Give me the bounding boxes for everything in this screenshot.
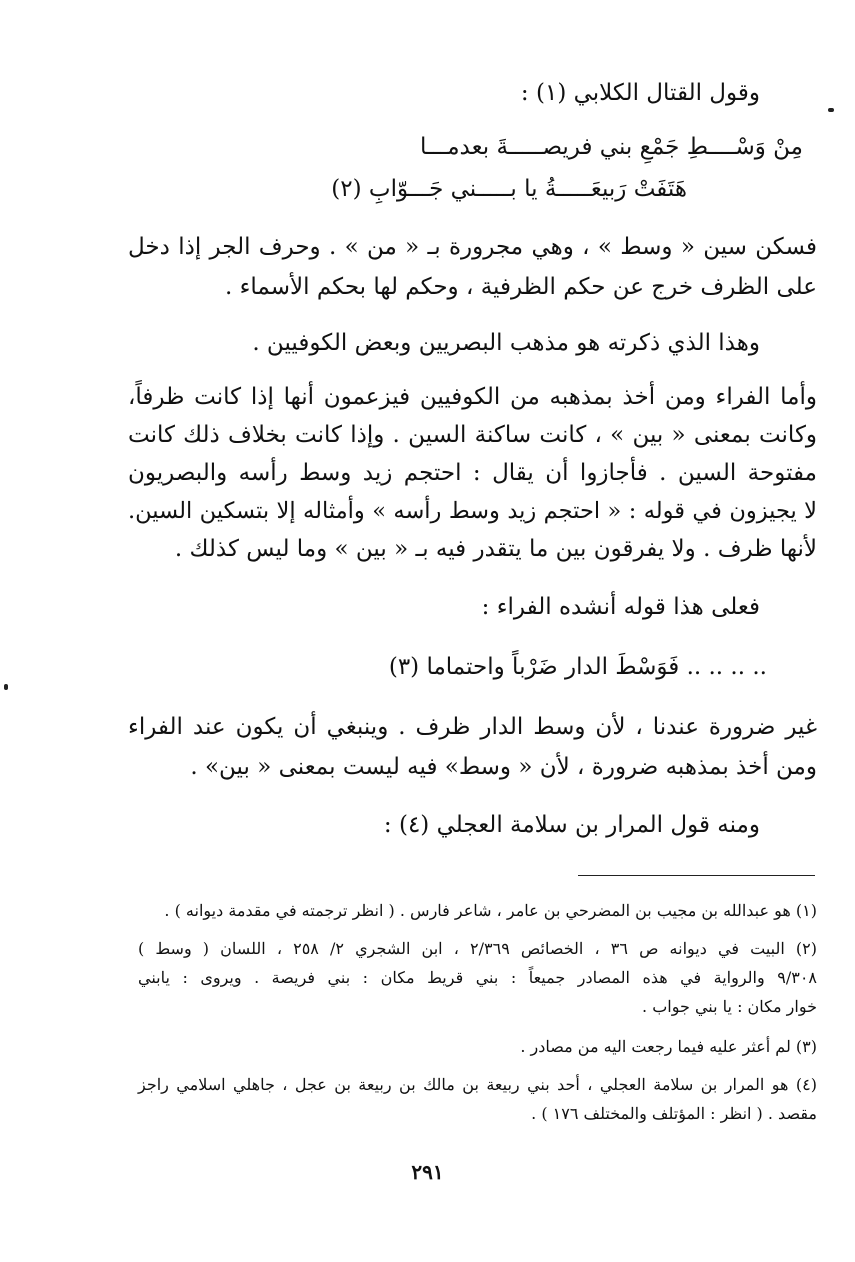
paragraph-4-line-1: فعلى هذا قوله أنشده الفراء : [481,594,760,620]
footnote-4-line-2: مقصد . ( انظر : المؤتلف والمختلف ١٧٦ ) . [531,1104,817,1123]
paragraph-3-line-3: مفتوحة السين . فأجازوا أن يقال : احتجم زيد وسط رأسه والبصريون [128,460,817,486]
intro-line: وقول القتال الكلابي (١) : [520,80,760,106]
page-number: ٢٩١ [411,1160,444,1184]
footnote-2-line-1: (٢) البيت في ديوانه ص ٣٦ ، الخصائص ٢/٣٦٩ ، ابن الشجري ٢/ ٢٥٨ ، اللسان ( وسط ) [138,939,818,958]
paragraph-5-line-2: ومن أخذ بمذهبه ضرورة ، لأن « وسط» فيه ليست بمعنى « بين» . [190,754,817,780]
footnote-4-line-1: (٤) هو المرار بن سلامة العجلي ، أحد بني ربيعة بن مالك بن ربيعة بن عجل ، جاهلي اسلامي راجز [138,1075,817,1094]
footnote-3: (٣) لم أعثر عليه فيما رجعت اليه من مصادر . [520,1037,817,1056]
print-mark [4,684,8,690]
verse2-line: .. .. .. .. فَوَسْطَ الدار ضَرْباً واحتماما (٣) [388,654,767,680]
paragraph-5-line-1: غير ضرورة عندنا ، لأن وسط الدار ظرف . وينبغي أن يكون عند الفراء [128,714,817,740]
footnote-2-line-3: خوار مكان : يا بني جواب . [642,997,817,1016]
paragraph-1-line-2: على الظرف خرج عن حكم الظرفية ، وحكم لها بحكم الأسماء . [224,274,817,300]
print-mark [828,108,834,112]
paragraph-6-line-1: ومنه قول المرار بن سلامة العجلي (٤) : [383,812,760,838]
paragraph-3-line-5: لأنها ظرف . ولا يفرقون بين ما يتقدر فيه بـ « بين » وما ليس كذلك . [174,536,817,562]
paragraph-3-line-2: وكانت بمعنى « بين » ، كانت ساكنة السين . وإذا كانت بخلاف ذلك كانت [128,422,817,448]
verse1-line1: مِنْ وَسْــــطِ جَمْعِ بني فريصـــــةَ بعدمـــا [420,134,803,160]
paragraph-2-line-1: وهذا الذي ذكرته هو مذهب البصريين وبعض الكوفيين . [252,330,760,356]
footnote-separator [578,875,815,876]
footnote-1: (١) هو عبدالله بن مجيب بن المضرحي بن عامر ، شاعر فارس . ( انظر ترجمته في مقدمة ديوانه ) . [164,901,817,920]
paragraph-3-line-1: وأما الفراء ومن أخذ بمذهبه من الكوفيين فيزعمون أنها إذا كانت ظرفاً، [128,384,817,410]
footnote-2-line-2: ٩/٣٠٨ والرواية في هذه المصادر جميعاً : بني قريط مكان : بني فريصة . ويروى : يابني [138,968,817,987]
paragraph-1-line-1: فسكن سين « وسط » ، وهي مجرورة بـ « من » . وحرف الجر إذا دخل [128,234,817,260]
paragraph-3-line-4: لا يجيزون في قوله : « احتجم زيد وسط رأسه » وأمثاله إلا بتسكين السين. [128,498,817,524]
verse1-line2: هَتَفَتْ رَبيعَـــــةُ يا بـــــني جَـــوّابِ (٢) [331,176,687,202]
